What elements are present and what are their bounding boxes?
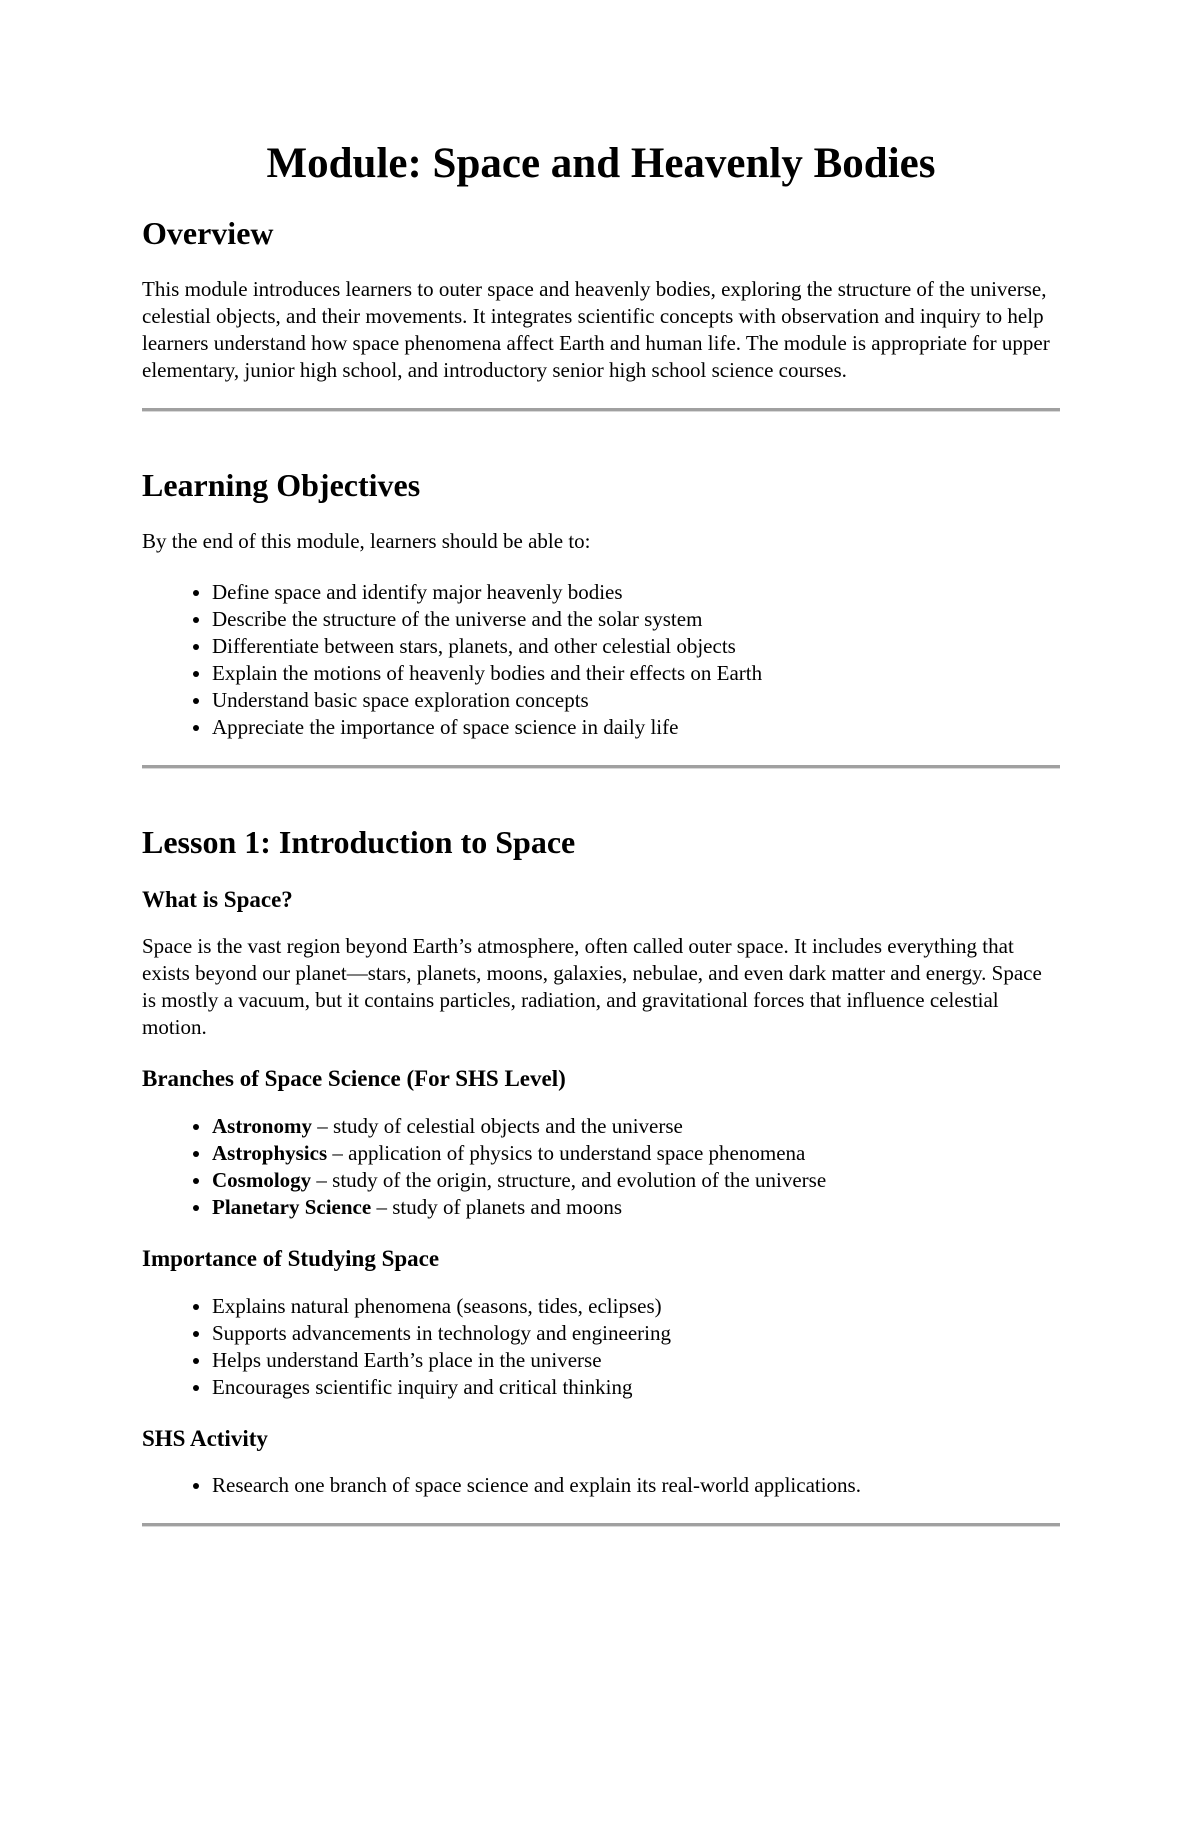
- list-item: • Understand basic space exploration concepts: [212, 687, 1060, 714]
- section-divider: [142, 408, 1060, 412]
- importance-heading: Importance of Studying Space: [142, 1245, 440, 1271]
- what-is-space-text: Space is the vast region beyond Earth’s atmosphere, often called outer space. It includes everything that exists beyond our planet—stars, planets, moons, galaxies, nebulae, and even dark matter and energy. Space is mostly a vacuum, but it contains particles, radiation, and gravitational forces that influence celestial motion.: [142, 934, 1042, 1040]
- branch-description: – study of the origin, structure, and evolution of the universe: [311, 1167, 827, 1192]
- list-item: • Appreciate the importance of space science in daily life: [212, 714, 1060, 741]
- overview-text: This module introduces learners to outer space and heavenly bodies, exploring the structure of the universe, celestial objects, and their movements. It integrates scientific concepts with observation and inquiry to help learners understand how space phenomena affect Earth and human life. The module is appropriate for upper elementary, junior high school, and introductory senior high school science courses.: [142, 276, 1050, 382]
- objectives-intro: By the end of this module, learners should be able to:: [142, 529, 591, 554]
- branch-term: Cosmology: [212, 1167, 312, 1192]
- list-item: • Differentiate between stars, planets, and other celestial objects: [212, 633, 1060, 660]
- list-item: • Supports advancements in technology and engineering: [212, 1320, 1060, 1347]
- lesson1-heading: Lesson 1: Introduction to Space: [142, 824, 576, 861]
- list-item: • Describe the structure of the universe and the solar system: [212, 606, 1060, 633]
- overview-section: [142, 214, 1060, 384]
- list-item: • Encourages scientific inquiry and critical thinking: [212, 1374, 1060, 1401]
- list-item: • Explains natural phenomena (seasons, tides, eclipses): [212, 1293, 1060, 1320]
- objectives-heading: Learning Objectives: [142, 466, 421, 503]
- list-item: [212, 1167, 1060, 1194]
- list-item: • Research one branch of space science and explain its real-world applications.: [212, 1472, 1060, 1499]
- activity-heading: SHS Activity: [142, 1425, 268, 1451]
- branch-term: Astronomy: [212, 1113, 312, 1138]
- list-item: [212, 1113, 1060, 1140]
- overview-heading: Overview: [142, 214, 274, 251]
- branches-heading: Branches of Space Science (For SHS Level): [142, 1066, 566, 1092]
- page-title: Module: Space and Heavenly Bodies: [266, 140, 936, 187]
- branch-description: – study of celestial objects and the universe: [311, 1113, 683, 1138]
- what-is-space-heading: What is Space?: [142, 886, 293, 912]
- objectives-section: [142, 466, 1060, 741]
- section-divider: [142, 1523, 1060, 1527]
- list-item: • Define space and identify major heavenly bodies: [212, 579, 1060, 606]
- branch-term: Astrophysics: [212, 1140, 328, 1165]
- branch-description: – application of physics to understand space phenomena: [327, 1140, 806, 1165]
- branches-list: [142, 1113, 1060, 1221]
- branch-term: Planetary Science: [212, 1194, 372, 1219]
- list-item: • Helps understand Earth’s place in the universe: [212, 1347, 1060, 1374]
- branch-description: – study of planets and moons: [371, 1194, 623, 1219]
- list-item: [212, 1194, 1060, 1221]
- list-item: • Explain the motions of heavenly bodies and their effects on Earth: [212, 660, 1060, 687]
- list-item: [212, 1140, 1060, 1167]
- activity-list: [142, 1472, 1060, 1499]
- importance-list: [142, 1293, 1060, 1401]
- lesson1-section: [142, 823, 1060, 1499]
- section-divider: [142, 765, 1060, 769]
- objectives-list: [142, 579, 1060, 741]
